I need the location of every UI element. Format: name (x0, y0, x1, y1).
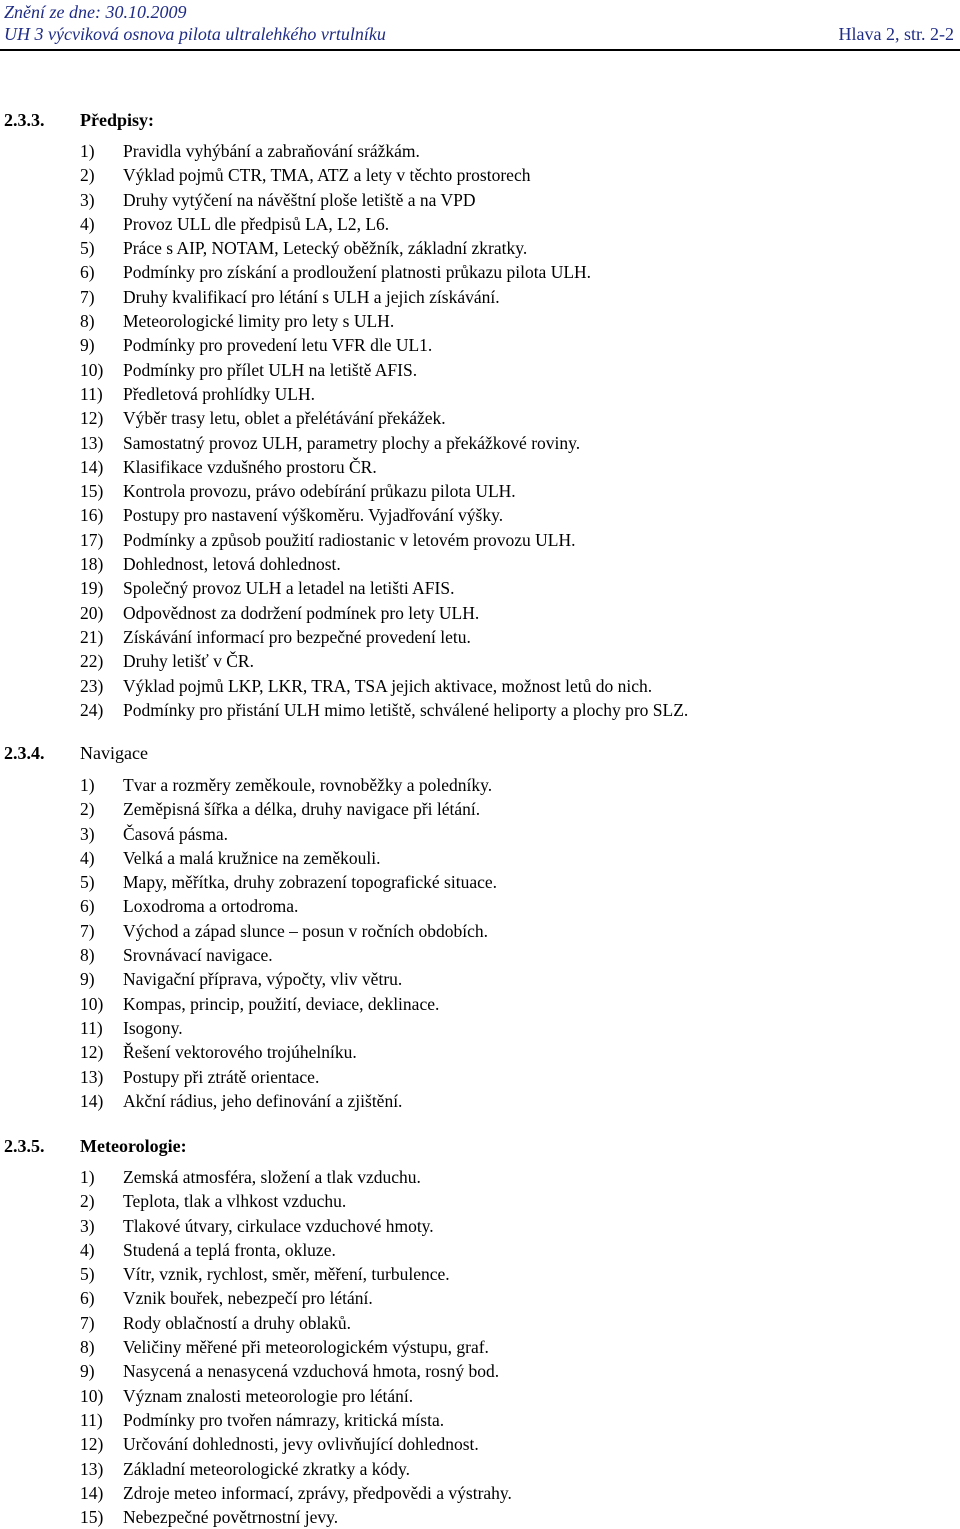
section-heading-navigace (4, 743, 148, 764)
section-number: 2.3.5. (4, 1136, 45, 1156)
item-text: Loxodroma a ortodroma. (123, 896, 299, 917)
item-number: 1) (80, 775, 95, 795)
item-text: Vznik bouřek, nebezpečí pro létání. (123, 1288, 373, 1309)
item-text: Dohlednost, letová dohlednost. (123, 554, 341, 575)
item-number: 5) (80, 238, 95, 259)
item-text: Tlakové útvary, cirkulace vzduchové hmoty. (123, 1215, 434, 1236)
item-number: 9) (80, 969, 95, 990)
item-text: Význam znalosti meteorologie pro létání. (123, 1385, 414, 1406)
header-divider (0, 49, 960, 51)
item-number: 5) (80, 1264, 95, 1285)
item-text: Podmínky pro získání a prodloužení platnosti průkazu pilota ULH. (123, 262, 592, 283)
item-text: Teplota, tlak a vlhkost vzduchu. (123, 1191, 347, 1212)
item-text: Mapy, měřítka, druhy zobrazení topografické situace. (123, 872, 497, 893)
item-text: Zdroje meteo informací, zprávy, předpovědi a výstrahy. (123, 1482, 512, 1503)
item-number: 6) (80, 1288, 95, 1309)
item-text: Zemská atmosféra, složení a tlak vzduchu. (123, 1167, 421, 1187)
item-text: Isogony. (123, 1017, 183, 1038)
item-number: 1) (80, 1167, 95, 1187)
item-number: 1) (80, 141, 95, 161)
item-text: Velká a malá kružnice na zeměkouli. (123, 847, 381, 868)
item-number: 20) (80, 602, 104, 623)
section-heading-meteorologie (4, 1136, 187, 1157)
item-number: 12) (80, 1042, 104, 1063)
item-text: Nasycená a nenasycená vzduchová hmota, rosný bod. (123, 1361, 500, 1382)
item-text: Klasifikace vzdušného prostoru ČR. (123, 456, 377, 477)
item-text: Akční rádius, jeho definování a zjištění. (123, 1090, 403, 1111)
item-text: Postupy pro nastavení výškoměru. Vyjadřování výšky. (123, 505, 504, 526)
item-text: Veličiny měřené při meteorologickém výstupu, graf. (123, 1337, 489, 1358)
item-text: Druhy vytýčení na návěštní ploše letiště a na VPD (123, 189, 476, 210)
item-text: Práce s AIP, NOTAM, Letecký oběžník, základní zkratky. (123, 238, 528, 259)
item-text: Výběr trasy letu, oblet a přelétávání překážek. (123, 408, 446, 429)
item-number: 12) (80, 408, 104, 429)
item-number: 15) (80, 1507, 104, 1528)
item-text: Postupy při ztrátě orientace. (123, 1066, 320, 1087)
section-number: 2.3.4. (4, 743, 45, 763)
item-text: Zeměpisná šířka a délka, druhy navigace při létání. (123, 799, 481, 820)
item-number: 11) (80, 1017, 103, 1038)
section-number: 2.3.3. (4, 110, 45, 130)
item-number: 10) (80, 359, 104, 380)
item-number: 4) (80, 213, 95, 234)
item-text: Získávání informací pro bezpečné provedení letu. (123, 626, 471, 647)
revision-date: Znění ze dne: 30.10.2009 (4, 2, 187, 22)
page-number: Hlava 2, str. 2-2 (838, 24, 954, 44)
item-number: 4) (80, 1239, 95, 1260)
item-number: 2) (80, 1191, 95, 1212)
item-text: Východ a západ slunce – posun v ročních obdobích. (123, 920, 488, 941)
item-number: 2) (80, 165, 95, 186)
item-text: Nebezpečné povětrnostní jevy. (123, 1507, 339, 1528)
item-text: Samostatný provoz ULH, parametry plochy a překážkové roviny. (123, 432, 581, 453)
item-number: 11) (80, 383, 103, 404)
item-text: Podmínky pro provedení letu VFR dle UL1. (123, 335, 433, 356)
item-number: 14) (80, 1482, 104, 1503)
item-text: Srovnávací navigace. (123, 945, 273, 966)
item-text: Řešení vektorového trojúhelníku. (123, 1042, 357, 1063)
item-number: 3) (80, 189, 95, 210)
item-number: 15) (80, 481, 104, 502)
item-number: 6) (80, 896, 95, 917)
item-number: 9) (80, 1361, 95, 1382)
item-text: Odpovědnost za dodržení podmínek pro lety ULH. (123, 602, 480, 623)
item-text: Provoz ULL dle předpisů LA, L2, L6. (123, 213, 390, 234)
item-number: 17) (80, 529, 104, 550)
item-text: Rody oblačností a druhy oblaků. (123, 1312, 351, 1333)
item-text: Druhy kvalifikací pro létání s ULH a jejich získávání. (123, 286, 500, 307)
section-title: Předpisy: (80, 110, 154, 130)
item-number: 13) (80, 432, 104, 453)
section-title: Navigace (80, 743, 148, 763)
item-text: Společný provoz ULH a letadel na letišti AFIS. (123, 578, 455, 599)
item-number: 19) (80, 578, 104, 599)
document-title: UH 3 výcviková osnova pilota ultralehkého vrtulníku (4, 24, 386, 44)
item-number: 23) (80, 675, 104, 696)
item-number: 16) (80, 505, 104, 526)
item-number: 14) (80, 1090, 104, 1111)
item-number: 6) (80, 262, 95, 283)
item-number: 3) (80, 1215, 95, 1236)
item-text: Základní meteorologické zkratky a kódy. (123, 1458, 411, 1479)
item-number: 10) (80, 993, 104, 1014)
item-text: Druhy letišť v ČR. (123, 651, 254, 672)
item-number: 5) (80, 872, 95, 893)
item-number: 24) (80, 699, 104, 720)
item-text: Podmínky a způsob použití radiostanic v letovém provozu ULH. (123, 529, 576, 550)
item-number: 10) (80, 1385, 104, 1406)
item-number: 7) (80, 1312, 95, 1333)
section-title: Meteorologie: (80, 1136, 187, 1156)
item-number: 8) (80, 311, 95, 332)
item-number: 18) (80, 554, 104, 575)
item-number: 8) (80, 1337, 95, 1358)
item-number: 4) (80, 847, 95, 868)
item-number: 14) (80, 456, 104, 477)
item-text: Meteorologické limity pro lety s ULH. (123, 311, 395, 332)
item-text: Podmínky pro přílet ULH na letiště AFIS. (123, 359, 418, 380)
item-text: Podmínky pro tvořen námrazy, kritická místa. (123, 1409, 445, 1430)
item-number: 13) (80, 1458, 104, 1479)
item-number: 9) (80, 335, 95, 356)
item-number: 8) (80, 945, 95, 966)
item-text: Časová pásma. (123, 823, 228, 844)
item-number: 12) (80, 1434, 104, 1455)
item-number: 2) (80, 799, 95, 820)
item-text: Pravidla vyhýbání a zabraňování srážkám. (123, 141, 420, 161)
item-text: Vítr, vznik, rychlost, směr, měření, turbulence. (123, 1264, 450, 1285)
item-text: Určování dohlednosti, jevy ovlivňující dohlednost. (123, 1434, 479, 1455)
item-text: Kontrola provozu, právo odebírání průkazu pilota ULH. (123, 481, 516, 502)
item-text: Tvar a rozměry zeměkoule, rovnoběžky a poledníky. (123, 775, 493, 795)
item-number: 7) (80, 920, 95, 941)
item-text: Výklad pojmů LKP, LKR, TRA, TSA jejich aktivace, možnost letů do nich. (123, 675, 653, 696)
section-heading-predpisy (4, 110, 154, 131)
item-text: Předletová prohlídky ULH. (123, 383, 315, 404)
item-number: 3) (80, 823, 95, 844)
item-text: Podmínky pro přistání ULH mimo letiště, schválené heliporty a plochy pro SLZ. (123, 699, 689, 720)
item-number: 7) (80, 286, 95, 307)
item-number: 13) (80, 1066, 104, 1087)
item-text: Studená a teplá fronta, okluze. (123, 1239, 336, 1260)
item-number: 21) (80, 626, 104, 647)
item-text: Navigační příprava, výpočty, vliv větru. (123, 969, 403, 990)
item-text: Kompas, princip, použití, deviace, deklinace. (123, 993, 440, 1014)
item-number: 11) (80, 1409, 103, 1430)
item-text: Výklad pojmů CTR, TMA, ATZ a lety v těchto prostorech (123, 165, 531, 186)
item-number: 22) (80, 651, 104, 672)
